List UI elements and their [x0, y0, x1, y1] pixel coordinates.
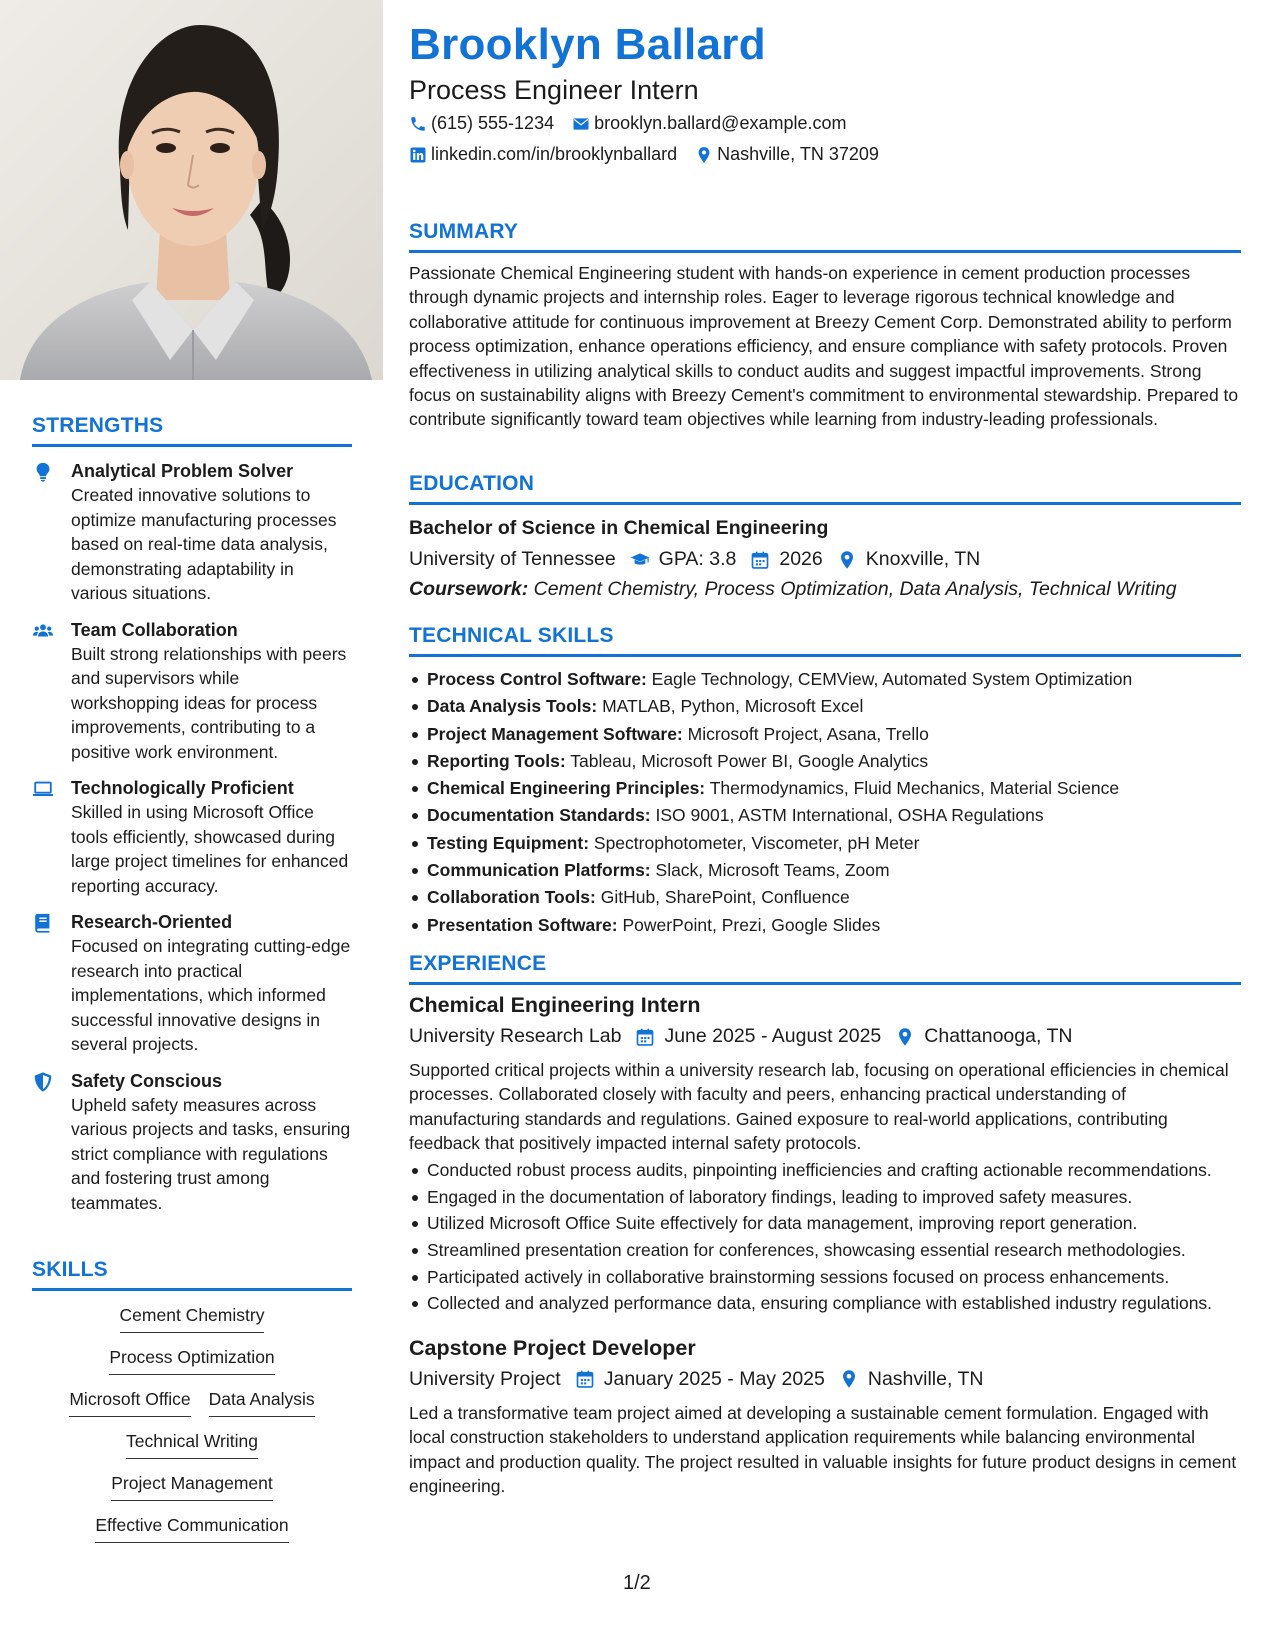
job-organization: University Project — [409, 1367, 561, 1390]
candidate-role: Process Engineer Intern — [409, 75, 699, 105]
envelope-icon — [572, 115, 590, 133]
calendar-icon — [635, 1027, 655, 1047]
users-icon — [32, 620, 54, 642]
skills-section — [32, 1258, 352, 1543]
strength-title: Safety Conscious — [71, 1070, 223, 1091]
job-bullets — [409, 1158, 1241, 1316]
skill-tag: Process Optimization — [109, 1345, 274, 1375]
list-item — [409, 884, 1241, 911]
list-item — [409, 721, 1241, 748]
skill-values: GitHub, SharePoint, Confluence — [600, 887, 850, 908]
map-pin-icon — [895, 1027, 915, 1047]
list-item — [409, 857, 1241, 884]
skill-row — [32, 1513, 352, 1543]
email-text: brooklyn.ballard@example.com — [594, 113, 847, 133]
skill-values: ISO 9001, ASTM International, OSHA Regulations — [655, 805, 1044, 826]
technical-skills-section — [409, 624, 1241, 939]
skill-tag: Technical Writing — [126, 1429, 258, 1459]
strength-item — [32, 910, 352, 1057]
year-text: 2026 — [779, 548, 823, 570]
strength-item — [32, 459, 352, 606]
job-location — [839, 1368, 984, 1391]
skill-row — [32, 1429, 352, 1459]
skill-values: Slack, Microsoft Teams, Zoom — [655, 860, 890, 881]
linkedin-icon — [409, 146, 427, 164]
graduation-cap-icon — [630, 550, 650, 570]
school-location — [837, 548, 981, 571]
strength-title: Analytical Problem Solver — [71, 461, 294, 481]
list-item — [409, 830, 1241, 857]
strength-item — [32, 618, 352, 765]
coursework-list: Cement Chemistry, Process Optimization, Data Analysis, Technical Writing — [533, 578, 1177, 600]
coursework — [409, 578, 1241, 601]
section-divider — [409, 982, 1241, 985]
section-divider — [32, 1288, 352, 1291]
contact-row — [409, 113, 864, 134]
skill-tag: Microsoft Office — [69, 1387, 190, 1417]
location-text: Nashville, TN 37209 — [717, 144, 879, 164]
strength-title: Team Collaboration — [71, 619, 238, 640]
skill-values: PowerPoint, Prezi, Google Slides — [622, 914, 881, 935]
phone-icon — [409, 115, 427, 133]
skill-values: Microsoft Project, Asana, Trello — [687, 723, 929, 744]
education-section — [409, 472, 1241, 601]
location-contact — [695, 144, 879, 165]
job-location-text: Nashville, TN — [867, 1367, 984, 1390]
skills-title: SKILLS — [32, 1258, 108, 1281]
school-name: University of Tennessee — [409, 548, 616, 570]
skill-category: Documentation Standards: — [427, 805, 651, 826]
experience-section — [409, 952, 1241, 1498]
skill-values: Eagle Technology, CEMView, Automated System Optimization — [651, 669, 1133, 689]
job-title: Chemical Engineering Intern — [409, 993, 701, 1017]
skill-values: MATLAB, Python, Microsoft Excel — [602, 696, 864, 717]
technical-skills-title: TECHNICAL SKILLS — [409, 624, 614, 647]
job-meta — [409, 1025, 1241, 1048]
job-meta — [409, 1368, 1241, 1391]
calendar-icon — [575, 1369, 595, 1389]
laptop-icon — [32, 778, 54, 800]
map-pin-icon — [839, 1369, 859, 1389]
gpa-text: GPA: 3.8 — [658, 548, 737, 570]
skill-row — [32, 1471, 352, 1501]
list-item — [409, 693, 1241, 720]
strengths-title: STRENGTHS — [32, 414, 164, 437]
list-item: Utilized Microsoft Office Suite effectively for data management, improving report generation. — [409, 1211, 1241, 1235]
job-location-text: Chattanooga, TN — [924, 1025, 1073, 1047]
strengths-section — [32, 414, 352, 1215]
skill-category: Chemical Engineering Principles: — [427, 778, 706, 799]
email-contact[interactable] — [572, 113, 846, 134]
strength-description: Focused on integrating cutting-edge research into practical implementations, which informed successful innovative designs in several projects. — [71, 936, 351, 1054]
calendar-icon — [750, 550, 770, 570]
experience-title: EXPERIENCE — [409, 952, 547, 975]
skill-category: Collaboration Tools: — [427, 887, 596, 908]
strength-description: Created innovative solutions to optimize manufacturing processes based on real-time data analysis, demonstrating adaptability in various situations. — [71, 485, 337, 603]
section-divider — [409, 250, 1241, 253]
job-organization: University Research Lab — [409, 1025, 622, 1047]
graduation-year — [750, 548, 822, 571]
skill-tag: Effective Communication — [95, 1513, 288, 1543]
skill-values: Thermodynamics, Fluid Mechanics, Material Science — [709, 778, 1120, 799]
candidate-name: Brooklyn Ballard — [409, 20, 766, 69]
skill-category: Presentation Software: — [427, 914, 618, 935]
phone-contact[interactable] — [409, 113, 554, 134]
education-title: EDUCATION — [409, 472, 535, 495]
degree-title: Bachelor of Science in Chemical Engineering — [409, 517, 829, 539]
school-location-text: Knoxville, TN — [865, 548, 981, 570]
summary-title: SUMMARY — [409, 220, 519, 243]
job-description: Supported critical projects within a university research lab, focusing on operational efficiencies in chemical processes. Collaborated closely with faculty and peers, enhancing practical understanding of manufacturing standards and regulations. Gained exposure to real-world applications, contributing feedback that positively impacted internal safety protocols. — [409, 1060, 1229, 1154]
strength-description: Built strong relationships with peers and supervisors while workshopping ideas for process improvements, contributing to a positive work environment. — [71, 643, 347, 762]
skill-tag: Project Management — [111, 1471, 272, 1501]
list-item: Participated actively in collaborative brainstorming sessions focused on process enhancements. — [409, 1265, 1241, 1289]
list-item: Streamlined presentation creation for conferences, showcasing essential research methodologies. — [409, 1238, 1241, 1262]
strength-description: Upheld safety measures across various projects and tasks, ensuring strict compliance with regulations and fostering trust among teammates. — [71, 1094, 351, 1213]
strength-item — [32, 776, 352, 898]
job-dates-text: June 2025 - August 2025 — [664, 1025, 882, 1047]
skill-category: Communication Platforms: — [427, 860, 651, 881]
skill-values: Tableau, Microsoft Power BI, Google Analytics — [570, 750, 929, 771]
skill-tag: Data Analysis — [209, 1387, 315, 1417]
list-item: Collected and analyzed performance data, ensuring compliance with established industry regulations. — [409, 1291, 1241, 1315]
strength-title: Research-Oriented — [71, 912, 233, 932]
strength-item — [32, 1069, 352, 1216]
job-location — [895, 1025, 1072, 1048]
page-number: 1/2 — [623, 1572, 651, 1594]
list-item — [409, 666, 1241, 693]
list-item — [409, 802, 1241, 829]
skill-row — [32, 1387, 352, 1417]
job-dates — [635, 1025, 881, 1048]
job-title: Capstone Project Developer — [409, 1335, 696, 1360]
skill-category: Project Management Software: — [427, 723, 683, 744]
list-item: Engaged in the documentation of laboratory findings, leading to improved safety measures. — [409, 1185, 1241, 1209]
gpa — [630, 548, 737, 571]
shield-icon — [32, 1071, 54, 1093]
section-divider — [409, 654, 1241, 657]
contact-row — [409, 144, 897, 165]
summary-text: Passionate Chemical Engineering student with hands-on experience in cement production processes through dynamic projects and internship roles. Eager to leverage rigorous technical knowledge and collaborative attitude for continuous improvement at Breezy Cement Corp. Demonstrated ability to perform process optimization, enhance operations efficiency, and ensure compliance with safety protocols. Proven effectiveness in utilizing analytical skills to conduct audits and suggest impactful improvements. Strong focus on sustainability aligns with Breezy Cement's commitment to environmental stewardship. Prepared to contribute significantly toward team objectives while learning from industry-leading professionals. — [409, 263, 1239, 430]
skill-category: Data Analysis Tools: — [427, 696, 598, 717]
portrait-illustration — [0, 0, 383, 380]
book-icon — [32, 912, 54, 934]
skill-category: Reporting Tools: — [427, 750, 566, 771]
map-pin-icon — [837, 550, 857, 570]
job-dates-text: January 2025 - May 2025 — [603, 1367, 825, 1390]
job-dates — [575, 1368, 825, 1391]
job-description: Led a transformative team project aimed at developing a sustainable cement formulation. Engaged with local construction stakeholders to understand application requirements while balancing environmental impact and production quality. The project resulted in valuable insights for future product designs in cement engineering. — [409, 1402, 1237, 1497]
phone-text: (615) 555-1234 — [431, 113, 555, 133]
strength-description: Skilled in using Microsoft Office tools efficiently, showcased during large project timelines for enhanced reporting accuracy. — [71, 802, 349, 896]
list-item — [409, 775, 1241, 802]
strength-title: Technologically Proficient — [71, 778, 294, 798]
coursework-label: Coursework: — [409, 578, 529, 600]
linkedin-contact[interactable] — [409, 144, 677, 165]
skill-category: Testing Equipment: — [427, 832, 590, 853]
left-column — [0, 0, 383, 1650]
section-divider — [32, 444, 352, 447]
education-meta — [409, 548, 1241, 571]
technical-skills-list — [409, 666, 1241, 939]
profile-photo — [0, 0, 383, 380]
map-pin-icon — [695, 146, 713, 164]
list-item: Conducted robust process audits, pinpointing inefficiencies and crafting actionable recommendations. — [409, 1158, 1241, 1182]
lightbulb-icon — [32, 461, 54, 483]
skill-row — [32, 1345, 352, 1375]
linkedin-text: linkedin.com/in/brooklynballard — [431, 144, 678, 164]
skill-row — [32, 1303, 352, 1333]
skill-values: Spectrophotometer, Viscometer, pH Meter — [593, 832, 920, 853]
list-item — [409, 748, 1241, 775]
summary-section — [409, 220, 1241, 432]
right-column — [409, 0, 1241, 1650]
skill-tag: Cement Chemistry — [120, 1303, 265, 1333]
skill-category: Process Control Software: — [427, 669, 647, 689]
section-divider — [409, 502, 1241, 505]
list-item — [409, 912, 1241, 939]
